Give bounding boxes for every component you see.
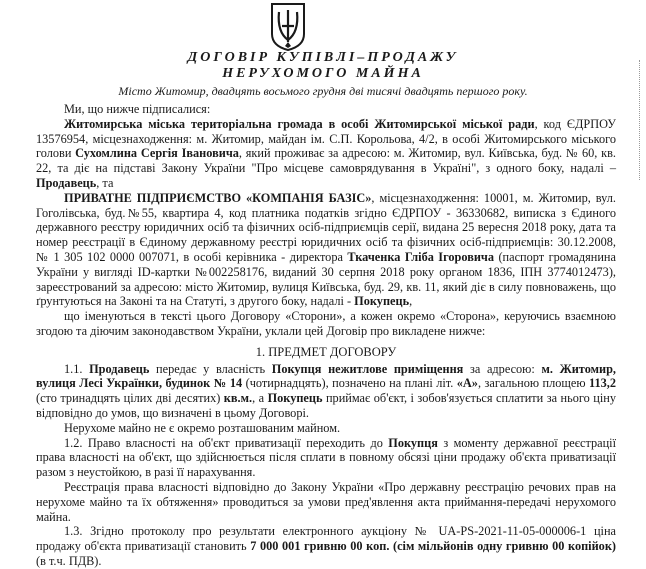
- seller-head-name: Сухомлина Сергія Івановича: [75, 146, 239, 161]
- intro-line: Ми, що нижче підписалися:: [64, 102, 211, 116]
- clause-1-3: 1.3. Згідно протоколу про результати електронного аукціону № UA-PS-2021-11-05-000006-1 ціна продажу об'єкта приватизації становить 7 000 001 гривню 00 коп. (сім мільйонів одну гривню 00 копійок) (в т.ч. ПДВ).: [36, 524, 617, 568]
- party-seller-paragraph: Житомирська міська територіальна громада в особі Житомирської міської ради, код ЄДРПОУ 13576954, місцезнаходження: м. Житомир, майдан ім. С.П. Корольова, 4/2, в особі Житомирського міського голови Сухомлина Сергія Івановича, який проживає за адресою: м. Житомир, вул. Київська, буд. № 60, кв. 22, та діє на підставі Закону України "Про місцеве самоврядування в Україні", з одного боку, надалі – Продавець, та: [36, 116, 617, 190]
- contract-body: [36, 102, 616, 569]
- trident-emblem-icon: [268, 2, 308, 52]
- document-subtitle: НЕРУХОМОГО МАЙНА: [222, 66, 424, 81]
- agreement-paragraph: що іменуються в тексті цього Договору «Сторони», а кожен окремо «Сторона», керуючись взаємною згодою та діючим законодавством України, уклали цей Договір про викладене нижче:: [36, 309, 616, 338]
- margin-stamp-line: [633, 60, 640, 180]
- clause-1-2: 1.2. Право власності на об'єкт приватизації переходить до Покупця з моменту державної реєстрації права власності на об'єкт, що здійснюється після сплати в повному обсязі ціни продажу об'єкта приватизації разом з неустойкою, в разі її нарахування.: [36, 435, 616, 480]
- movable-property-note: Нерухоме майно не є окремо розташованим майном.: [64, 420, 341, 435]
- place-and-date: Місто Житомир, двадцять восьмого грудня дві тисячі двадцять першого року.: [118, 84, 528, 98]
- buyer-director-name: Ткаченка Гліба Ігоровича: [347, 249, 495, 264]
- buyer-role: Покупець: [354, 294, 410, 309]
- seller-name: Житомирська міська територіальна громада в особі Житомирської міської ради: [64, 116, 535, 131]
- document-title: ДОГОВІР КУПІВЛІ–ПРОДАЖУ: [187, 50, 459, 65]
- seller-role: Продавець: [36, 175, 97, 190]
- registration-paragraph: Реєстрація права власності відповідно до Закону України «Про державну реєстрацію речових прав на нерухоме майно та їх обтяження» проводиться за умови пред'явлення акта приймання-передачі нерухомого майна.: [36, 479, 616, 524]
- clause-1-1: 1.1. Продавець передає у власність Покупця нежитлове приміщення за адресою: м. Житомир, вулиця Лесі Українки, будинок № 14 (чотирнадцять), позначено на плані літ. «А», загальною площею 113,2 (сто тринадцять цілих дві десятих) кв.м., а Покупець приймає об'єкт, і зобов'язується сплатити за нього ціну відповідно до умов, що визначені в цьому Договорі.: [36, 361, 616, 420]
- buyer-name: ПРИВАТНЕ ПІДПРИЄМСТВО «КОМПАНІЯ БАЗІС»: [64, 190, 372, 205]
- section-heading: 1. ПРЕДМЕТ ДОГОВОРУ: [255, 344, 397, 359]
- party-buyer-paragraph: ПРИВАТНЕ ПІДПРИЄМСТВО «КОМПАНІЯ БАЗІС», місцезнаходження: 10001, м. Житомир, вул. Гоголівська, буд.№55, квартира 4, код платника податків згідно ЄДРПОУ - 36330682, виписка з Єдиного державного реєстру юридичних осіб та фізичних осіб-підприємців серії, видана 25 вересня 2018 року, дата та номер реєстрації в Єдиному державному реєстрі юридичних осіб та фізичних осіб-підприємців: 30.12.2008, № 1 305 102 0000 007071, в особі керівника - директора Ткаченка Гліба Ігоровича (паспорт громадянина України у вигляді ID-картки №002258176, виданий 30 серпня 2018 року органом 1836, ІПН 3774012473), зареєстрований за адресою: місто Житомир, вулиця Київська, буд. 29, кв. 11, який діє в силу повноважень, що ґрунтуються на Законі та на Статуті, з другого боку, надалі - Покупець,: [36, 190, 616, 309]
